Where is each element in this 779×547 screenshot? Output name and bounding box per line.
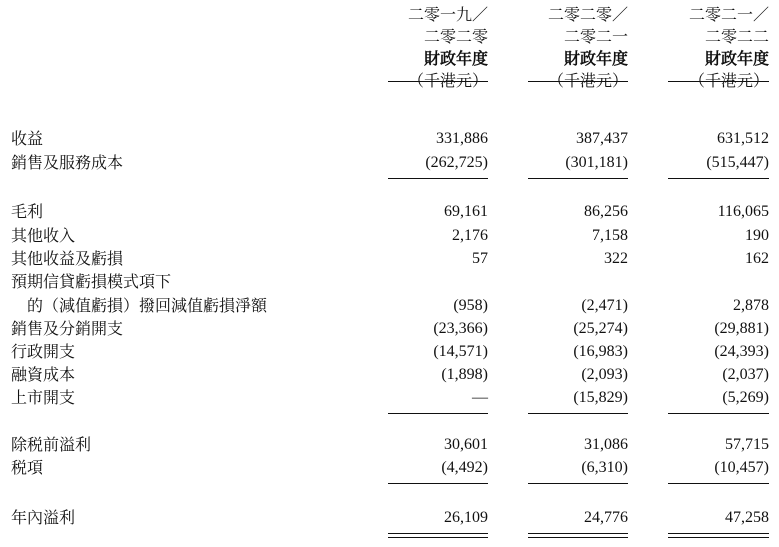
row-impairment-net (0, 295, 779, 317)
row-ecl-heading (0, 271, 779, 293)
value-fy2022: 190 (745, 227, 769, 244)
value-fy2021: (2,093) (581, 366, 628, 383)
header-underline (388, 81, 488, 82)
row-label: 銷售及分銷開支 (11, 319, 124, 338)
value-fy2021: (15,829) (573, 389, 628, 406)
value-fy2020: 331,886 (436, 130, 488, 147)
subtotal-rule (388, 178, 488, 179)
row-other-income (0, 225, 779, 247)
header-period-start: 二零一九／ (407, 5, 488, 24)
column-header-fy2020 (388, 4, 488, 92)
value-fy2022: 116,065 (717, 203, 769, 220)
value-fy2021: (25,274) (573, 320, 628, 337)
row-profit-before-tax (0, 434, 779, 456)
value-fy2020: 69,161 (444, 203, 488, 220)
row-label: 除税前溢利 (11, 435, 92, 454)
value-fy2021: (16,983) (573, 343, 628, 360)
subtotal-rule (388, 413, 488, 414)
subtotal-rule (528, 483, 628, 484)
value-fy2021: (6,310) (581, 459, 628, 476)
row-other-gains-losses (0, 248, 779, 270)
row-revenue (0, 128, 779, 150)
value-fy2022: 631,512 (717, 130, 769, 147)
value-fy2022: (29,881) (714, 320, 769, 337)
value-fy2020: (1,898) (441, 366, 488, 383)
value-fy2020: (4,492) (441, 459, 488, 476)
row-label: 銷售及服務成本 (11, 153, 124, 172)
total-double-rule-top (668, 533, 769, 534)
row-listing-expenses (0, 387, 779, 409)
header-period-end: 二零二二 (704, 27, 769, 46)
subtotal-rule (668, 483, 769, 484)
total-double-rule-top (388, 533, 488, 534)
header-underline (528, 81, 628, 82)
row-profit-for-year (0, 507, 779, 529)
subtotal-rule (528, 178, 628, 179)
row-cost-of-sales (0, 152, 779, 174)
header-fiscal-year: 財政年度 (423, 49, 488, 68)
value-fy2021: 322 (604, 250, 628, 267)
value-fy2020: (14,571) (433, 343, 488, 360)
row-admin-expenses (0, 341, 779, 363)
header-fiscal-year: 財政年度 (563, 49, 628, 68)
row-label: 的（減值虧損）撥回減值虧損淨額 (11, 296, 268, 315)
total-double-rule-top (528, 533, 628, 534)
column-header-fy2021 (528, 4, 628, 92)
value-fy2021: 24,776 (584, 509, 628, 526)
value-fy2021: 86,256 (584, 203, 628, 220)
row-selling-expenses (0, 318, 779, 340)
row-label: 年內溢利 (11, 508, 76, 527)
value-fy2022: 57,715 (725, 436, 769, 453)
value-fy2021: 7,158 (592, 227, 628, 244)
row-label: 收益 (11, 129, 44, 148)
header-period-end: 二零二零 (423, 27, 488, 46)
row-gross-profit (0, 201, 779, 223)
row-label: 毛利 (11, 202, 44, 221)
header-fiscal-year: 財政年度 (704, 49, 769, 68)
total-double-rule-bottom (388, 537, 488, 538)
subtotal-rule (668, 178, 769, 179)
value-fy2021: 31,086 (584, 436, 628, 453)
row-label: 融資成本 (11, 365, 76, 384)
subtotal-rule (528, 413, 628, 414)
row-finance-costs (0, 364, 779, 386)
header-period-end: 二零二一 (563, 27, 628, 46)
subtotal-rule (668, 413, 769, 414)
value-fy2020: (958) (453, 297, 488, 314)
row-label: 税項 (11, 458, 44, 477)
value-fy2022: 162 (745, 250, 769, 267)
value-fy2022: (10,457) (714, 459, 769, 476)
value-fy2020: 2,176 (452, 227, 488, 244)
header-underline (668, 81, 769, 82)
value-fy2020: 26,109 (444, 509, 488, 526)
row-label: 預期信貸虧損模式項下 (11, 272, 172, 291)
row-taxation (0, 457, 779, 479)
row-label: 其他收益及虧損 (11, 249, 124, 268)
header-unit: （千港元） (547, 71, 628, 90)
value-fy2021: (301,181) (565, 154, 628, 171)
value-fy2020: 30,601 (444, 436, 488, 453)
value-fy2022: (5,269) (722, 389, 769, 406)
header-unit: （千港元） (407, 71, 488, 90)
value-fy2020: 57 (472, 250, 488, 267)
value-fy2022: (515,447) (706, 154, 769, 171)
header-unit: （千港元） (688, 71, 769, 90)
value-fy2020: (262,725) (425, 154, 488, 171)
value-fy2021: (2,471) (581, 297, 628, 314)
total-double-rule-bottom (668, 537, 769, 538)
value-fy2022: 47,258 (725, 509, 769, 526)
value-fy2022: 2,878 (733, 297, 769, 314)
value-fy2022: (2,037) (722, 366, 769, 383)
column-header-fy2022 (668, 4, 769, 92)
row-label: 其他收入 (11, 226, 76, 245)
total-double-rule-bottom (528, 537, 628, 538)
header-period-start: 二零二零／ (547, 5, 628, 24)
row-label: 上市開支 (11, 388, 76, 407)
value-fy2020: — (472, 389, 488, 406)
value-fy2021: 387,437 (576, 130, 628, 147)
value-fy2020: (23,366) (433, 320, 488, 337)
row-label: 行政開支 (11, 342, 76, 361)
header-period-start: 二零二一／ (688, 5, 769, 24)
value-fy2022: (24,393) (714, 343, 769, 360)
subtotal-rule (388, 483, 488, 484)
